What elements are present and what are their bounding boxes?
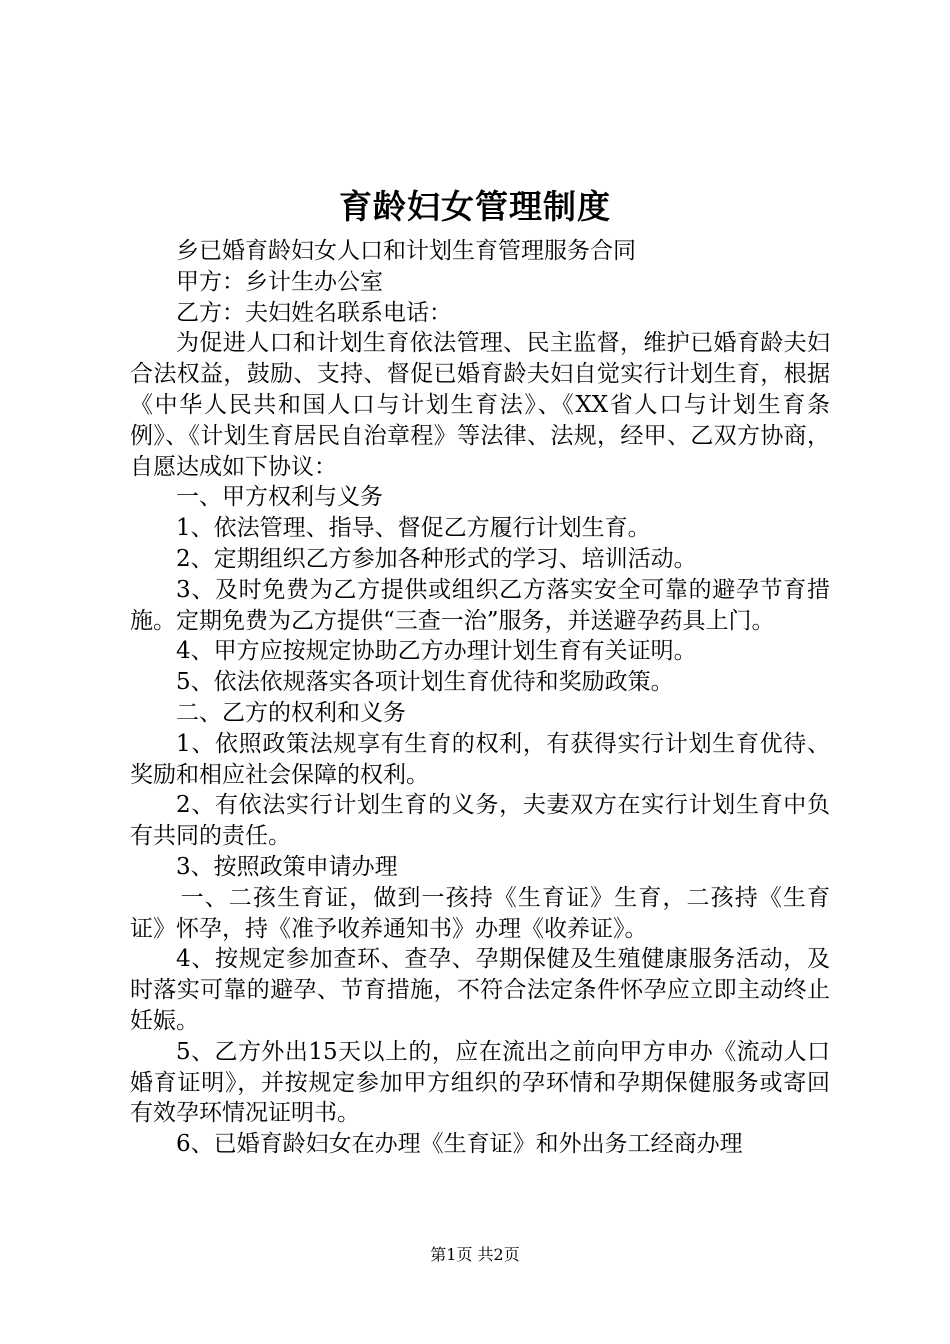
paragraph: 4、按规定参加查环、查孕、孕期保健及生殖健康服务活动，及时落实可靠的避孕、节育措施，不符合法定条件怀孕应立即主动终止妊娠。 (130, 946, 830, 1034)
paragraph: 乙方：夫妇姓名联系电话： (176, 299, 452, 326)
paragraph: 甲方：乡计生办公室 (176, 268, 383, 295)
paragraph: 2、定期组织乙方参加各种形式的学习、培训活动。 (176, 545, 697, 572)
paragraph: 一、二孩生育证，做到一孩持《生育证》生育，二孩持《生育证》怀孕，持《准予收养通知书》办理《收养证》。 (130, 884, 830, 942)
paragraph: 1、依照政策法规享有生育的权利，有获得实行计划生育优待、奖励和相应社会保障的权利。 (130, 730, 830, 788)
paragraph: 5、依法依规落实各项计划生育优待和奖励政策。 (176, 669, 674, 696)
document-body (130, 236, 830, 1160)
paragraph: 1、依法管理、指导、督促乙方履行计划生育。 (176, 515, 651, 542)
paragraph: 2、有依法实行计划生育的义务，夫妻双方在实行计划生育中负有共同的责任。 (130, 792, 830, 850)
section-heading: 二、乙方的权利和义务 (176, 699, 406, 726)
section-heading: 一、甲方权利与义务 (176, 484, 383, 511)
paragraph: 为促进人口和计划生育依法管理、民主监督，维护已婚育龄夫妇合法权益，鼓励、支持、督促已婚育龄夫妇自觉实行计划生育，根据《中华人民共和国人口与计划生育法》、《XX省人口与计划生育条例》、《计划生育居民自治章程》等法律、法规，经甲、乙双方协商，自愿达成如下协议： (130, 330, 830, 480)
paragraph: 4、甲方应按规定协助乙方办理计划生育有关证明。 (176, 638, 697, 665)
paragraph: 5、乙方外出15天以上的，应在流出之前向甲方申办《流动人口婚育证明》，并按规定参加甲方组织的孕环情和孕期保健服务或寄回有效孕环情况证明书。 (130, 1038, 830, 1127)
paragraph: 3、及时免费为乙方提供或组织乙方落实安全可靠的避孕节育措施。定期免费为乙方提供“三查一治”服务，并送避孕药具上门。 (130, 576, 830, 634)
document-title: 育龄妇女管理制度 (339, 187, 611, 226)
page-footer: 第1页 共2页 (430, 1245, 520, 1264)
paragraph: 6、已婚育龄妇女在办理《生育证》和外出务工经商办理 (176, 1131, 743, 1158)
paragraph: 3、按照政策申请办理 (176, 853, 398, 880)
paragraph: 乡已婚育龄妇女人口和计划生育管理服务合同 (176, 238, 636, 264)
